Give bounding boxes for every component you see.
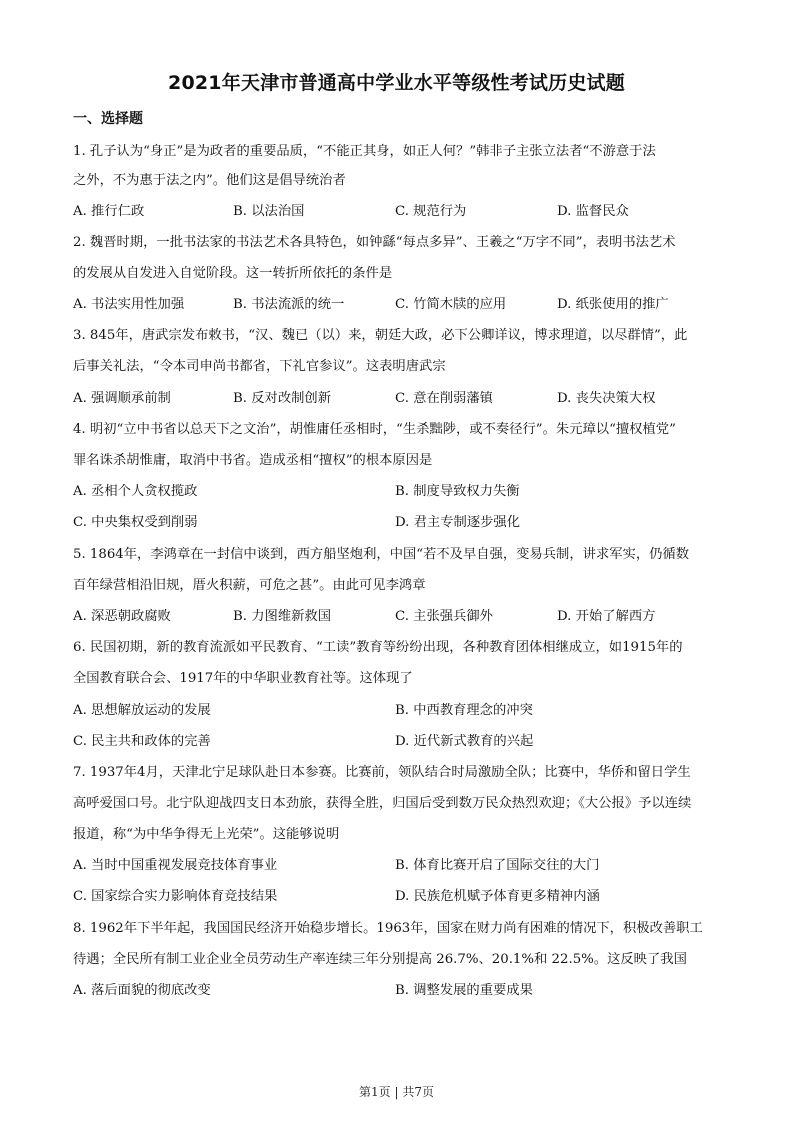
question-6-line-2: 全国教育联合会、1917年的中华职业教育社等。这体现了: [73, 671, 413, 686]
question-2-option-b: B. 书法流派的统一: [233, 297, 345, 312]
question-5-line-2: 百年绿营相沿旧规，厝火积薪，可危之甚”。由此可见李鸿章: [73, 578, 426, 593]
question-3-option-c: C. 意在削弱藩镇: [395, 391, 493, 406]
question-8-option-a: A. 落后面貌的彻底改变: [73, 983, 211, 998]
question-4-line-1: 4. 明初“立中书省以总天下之文治”，胡惟庸任丞相时，“生杀黜陟，或不奏径行”。朱元璋以“擅权植党”: [73, 422, 676, 437]
question-5-option-c: C. 主张强兵御外: [395, 609, 493, 624]
question-1-option-a: A. 推行仁政: [73, 204, 145, 219]
question-7-option-b: B. 体育比赛开启了国际交往的大门: [395, 858, 600, 873]
question-7-option-a: A. 当时中国重视发展竞技体育事业: [73, 858, 278, 873]
question-3-line-2: 后事关礼法，“令本司申尚书都省，下礼官参议”。这表明唐武宗: [73, 359, 446, 374]
question-7-option-c: C. 国家综合实力影响体育竞技结果: [73, 889, 278, 904]
question-4-option-a: A. 丞相个人贪权揽政: [73, 484, 198, 499]
question-7-option-d: D. 民族危机赋予体育更多精神内涵: [395, 889, 600, 904]
question-3-option-d: D. 丧失决策大权: [557, 391, 656, 406]
question-3-line-1: 3. 845年，唐武宗发布敕书，“汉、魏已（以）来，朝廷大政，必下公卿详议，博求理道，以尽群情”，此: [73, 328, 688, 343]
question-1-option-d: D. 监督民众: [557, 204, 629, 219]
question-6-option-b: B. 中西教育理念的冲突: [395, 703, 533, 718]
question-2-option-c: C. 竹简木牍的应用: [395, 297, 507, 312]
question-4-line-2: 罪名诛杀胡惟庸，取消中书省。造成丞相“擅权”的根本原因是: [73, 453, 433, 468]
question-3-option-b: B. 反对改制创新: [233, 391, 332, 406]
question-6-line-1: 6. 民国初期，新的教育流派如平民教育、“工读”教育等纷纷出现，各种教育团体相继成立，如1915年的: [73, 640, 683, 655]
question-6-option-c: C. 民主共和政体的完善: [73, 734, 211, 749]
question-8-line-1: 8. 1962年下半年起，我国国民经济开始稳步增长。1963年，国家在财力尚有困难的情况下，积极改善职工: [73, 921, 703, 936]
question-7-line-3: 报道，称“为中华争得无上光荣”。这能够说明: [73, 827, 340, 842]
page-title: 2021年天津市普通高中学业水平等级性考试历史试题: [168, 72, 625, 94]
question-8-line-2: 待遇；全民所有制工业企业全员劳动生产率连续三年分别提高 26.7%、20.1%和 22.5%。这反映了我国: [73, 952, 687, 967]
question-2-option-d: D. 纸张使用的推广: [557, 297, 669, 312]
question-7-line-2: 高呼爱国口号。北宁队迎战四支日本劲旅，获得全胜，归国后受到数万民众热烈欢迎；《大公报》予以连续: [73, 796, 692, 811]
question-4-option-d: D. 君主专制逐步强化: [395, 515, 521, 530]
question-4-option-b: B. 制度导致权力失衡: [395, 484, 520, 499]
question-2-option-a: A. 书法实用性加强: [73, 297, 185, 312]
question-3-option-a: A. 强调顺承前制: [73, 391, 171, 406]
question-2-line-2: 的发展从自发进入自觉阶段。这一转折所依托的条件是: [73, 266, 393, 281]
question-5-option-b: B. 力图维新救国: [233, 609, 332, 624]
question-5-option-a: A. 深恶朝政腐败: [73, 609, 171, 624]
section-heading: 一、选择题: [73, 111, 143, 127]
question-6-option-d: D. 近代新式教育的兴起: [395, 734, 534, 749]
question-5-line-1: 5. 1864年，李鸿章在一封信中谈到，西方船坚炮利，中国“若不及早自强，变易兵制，讲求军实，仍循数: [73, 547, 690, 562]
question-1-line-1: 1. 孔子认为“身正”是为政者的重要品质，“不能正其身，如正人何？”韩非子主张立法者“不游意于法: [73, 144, 656, 159]
question-1-option-b: B. 以法治国: [233, 204, 305, 219]
question-2-line-1: 2. 魏晋时期，一批书法家的书法艺术各具特色，如钟繇“每点多异”、王羲之“万字不同”，表明书法艺术: [73, 235, 676, 250]
page-footer: 第1页 | 共7页: [359, 1085, 434, 1099]
question-1-line-2: 之外，不为惠于法之内”。他们这是倡导统治者: [73, 173, 346, 188]
question-4-option-c: C. 中央集权受到削弱: [73, 515, 198, 530]
question-8-option-b: B. 调整发展的重要成果: [395, 983, 533, 998]
question-5-option-d: D. 开始了解西方: [557, 609, 656, 624]
question-1-option-c: C. 规范行为: [395, 204, 467, 219]
question-7-line-1: 7. 1937年4月，天津北宁足球队赴日本参赛。比赛前，领队结合时局激励全队；比赛中，华侨和留日学生: [73, 765, 691, 780]
question-6-option-a: A. 思想解放运动的发展: [73, 703, 211, 718]
